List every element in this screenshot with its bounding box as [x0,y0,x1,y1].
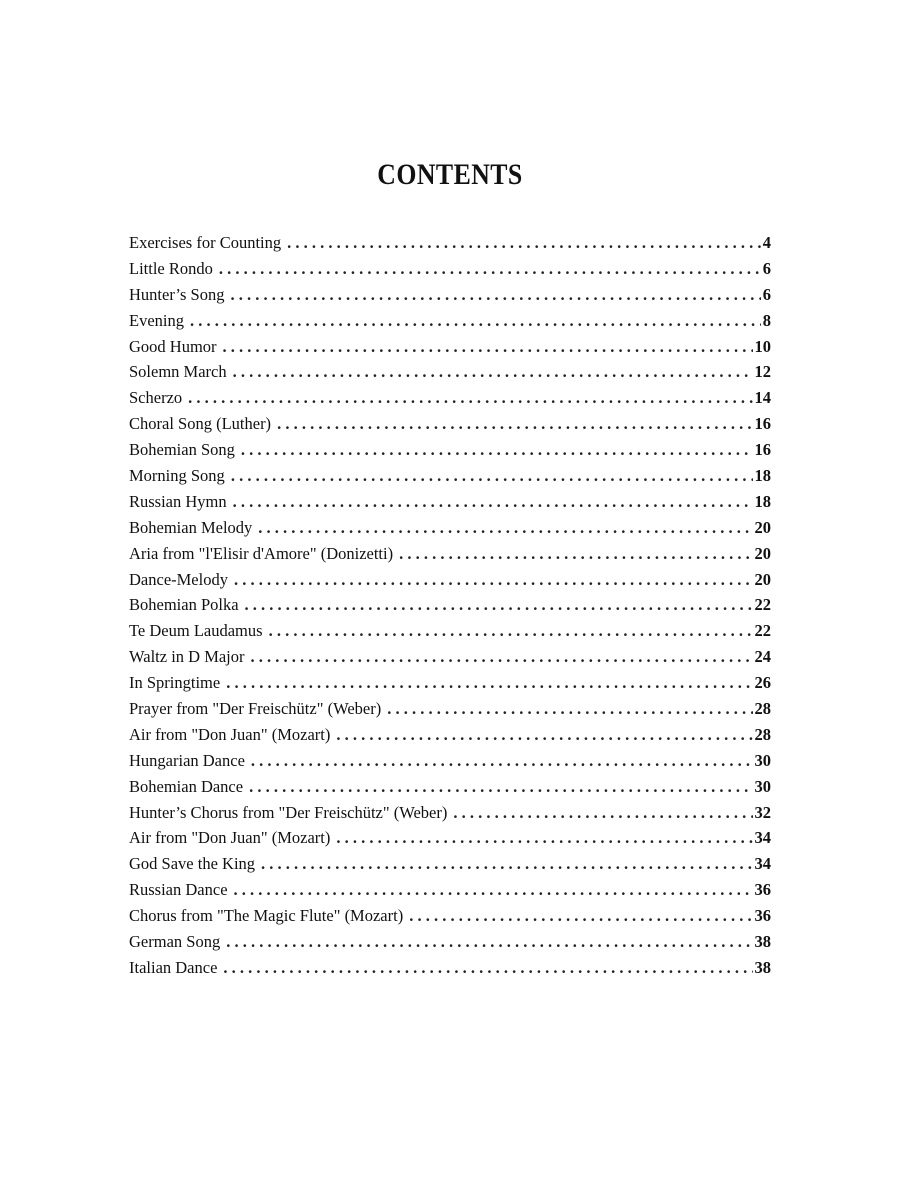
toc-entry-title: Solemn March [129,362,227,382]
toc-entry[interactable] [129,903,771,929]
toc-entry-title: Prayer from "Der Freischütz" (Weber) [129,699,382,719]
toc-dot-leader [234,877,753,903]
toc-entry-title: Bohemian Polka [129,595,239,615]
toc-entry-page: 20 [754,569,771,589]
toc-entry-page: 14 [754,388,771,408]
toc-entry-page: 38 [754,932,771,952]
toc-entry[interactable] [129,722,771,748]
toc-entry[interactable] [129,696,771,722]
toc-entry-title: Hunter’s Chorus from "Der Freischütz" (Weber) [129,802,448,822]
toc-entry[interactable] [129,334,771,360]
toc-dot-leader [287,230,761,256]
toc-entry-page: 16 [754,414,771,434]
toc-entry[interactable] [129,929,771,955]
toc-entry-title: Exercises for Counting [129,233,282,252]
toc-entry[interactable] [129,411,771,437]
toc-dot-leader [269,618,753,644]
toc-entry[interactable] [129,308,771,334]
toc-entry-title: Choral Song (Luther) [129,414,272,434]
toc-entry-title: Italian Dance [129,957,218,977]
toc-entry-page: 4 [762,233,771,252]
toc-entry-page: 12 [754,362,771,382]
toc-entry-page: 16 [754,440,771,460]
toc-dot-leader [223,955,752,981]
toc-entry[interactable] [129,618,771,644]
toc-dot-leader [387,696,752,722]
page-title: CONTENTS [377,158,523,191]
toc-entry-title: Morning Song [129,466,225,486]
toc-dot-leader [231,282,761,308]
toc-entry-page: 30 [754,776,771,796]
toc-entry[interactable] [129,877,771,903]
toc-dot-leader [188,385,752,411]
toc-entry-page: 28 [754,699,771,719]
toc-entry-page: 10 [754,336,771,356]
toc-entry[interactable] [129,644,771,670]
toc-entry-page: 22 [754,595,771,615]
toc-dot-leader [234,567,753,593]
toc-entry[interactable] [129,774,771,800]
toc-dot-leader [336,825,752,851]
toc-entry[interactable] [129,800,771,826]
toc-entry-title: Chorus from "The Magic Flute" (Mozart) [129,906,404,926]
toc-entry-title: Air from "Don Juan" (Mozart) [129,724,331,744]
toc-dot-leader [241,437,753,463]
toc-entry-page: 8 [762,310,771,330]
toc-dot-leader [251,748,753,774]
toc-entry[interactable] [129,825,771,851]
toc-entry-page: 20 [754,517,771,537]
toc-entry-title: Waltz in D Major [129,647,245,667]
toc-entry-title: Bohemian Dance [129,776,244,796]
toc-dot-leader [226,670,752,696]
toc-entry-page: 22 [754,621,771,641]
toc-entry-title: Bohemian Melody [129,517,253,537]
toc-entry[interactable] [129,541,771,567]
toc-dot-leader [223,334,753,360]
toc-entry[interactable] [129,955,771,981]
toc-entry-page: 18 [754,466,771,486]
toc-entry-page: 36 [754,906,771,926]
toc-entry-title: Hungarian Dance [129,750,245,770]
toc-entry[interactable] [129,567,771,593]
toc-entry[interactable] [129,851,771,877]
toc-entry-page: 38 [754,957,771,977]
toc-dot-leader [231,463,753,489]
toc-entry-title: Dance-Melody [129,569,228,589]
toc-dot-leader [261,851,752,877]
toc-entry-title: Air from "Don Juan" (Mozart) [129,828,331,848]
toc-entry-title: Hunter’s Song [129,284,225,304]
toc-entry[interactable] [129,592,771,618]
toc-entry-page: 34 [754,828,771,848]
toc-entry[interactable] [129,282,771,308]
toc-entry-title: God Save the King [129,854,256,874]
toc-entry-title: Little Rondo [129,258,213,278]
toc-entry-page: 20 [754,543,771,563]
toc-entry-title: Russian Dance [129,880,228,900]
toc-dot-leader [409,903,752,929]
toc-entry-title: Bohemian Song [129,440,235,460]
toc-entry[interactable] [129,489,771,515]
toc-entry-title: German Song [129,932,221,952]
toc-entry-title: Te Deum Laudamus [129,621,263,641]
toc-entry[interactable] [129,256,771,282]
toc-entry[interactable] [129,359,771,385]
toc-entry-page: 28 [754,724,771,744]
toc-entry[interactable] [129,437,771,463]
toc-entry-page: 6 [762,258,771,278]
table-of-contents [129,230,771,981]
toc-entry[interactable] [129,230,771,256]
toc-entry-title: Russian Hymn [129,491,227,511]
toc-entry-page: 36 [754,880,771,900]
toc-entry-title: Aria from "l'Elisir d'Amore" (Donizetti) [129,543,394,563]
toc-entry-page: 24 [754,647,771,667]
toc-dot-leader [245,592,753,618]
toc-entry-title: Good Humor [129,336,217,356]
toc-entry-page: 18 [754,491,771,511]
toc-dot-leader [453,800,752,826]
toc-entry[interactable] [129,515,771,541]
toc-entry[interactable] [129,670,771,696]
toc-dot-leader [226,929,752,955]
toc-dot-leader [277,411,752,437]
toc-entry-page: 6 [762,284,771,304]
toc-dot-leader [233,359,753,385]
toc-entry[interactable] [129,463,771,489]
toc-entry-page: 30 [754,750,771,770]
toc-dot-leader [219,256,761,282]
toc-entry[interactable] [129,385,771,411]
toc-dot-leader [258,515,752,541]
toc-entry-title: Scherzo [129,388,183,408]
toc-dot-leader [249,774,752,800]
toc-dot-leader [190,308,761,334]
toc-dot-leader [336,722,752,748]
toc-dot-leader [233,489,753,515]
toc-dot-leader [399,541,752,567]
toc-entry-page: 26 [754,673,771,693]
toc-entry-page: 32 [754,802,771,822]
toc-entry-title: In Springtime [129,673,221,693]
toc-entry-page: 34 [754,854,771,874]
toc-dot-leader [251,644,753,670]
toc-entry-title: Evening [129,310,184,330]
toc-entry[interactable] [129,748,771,774]
